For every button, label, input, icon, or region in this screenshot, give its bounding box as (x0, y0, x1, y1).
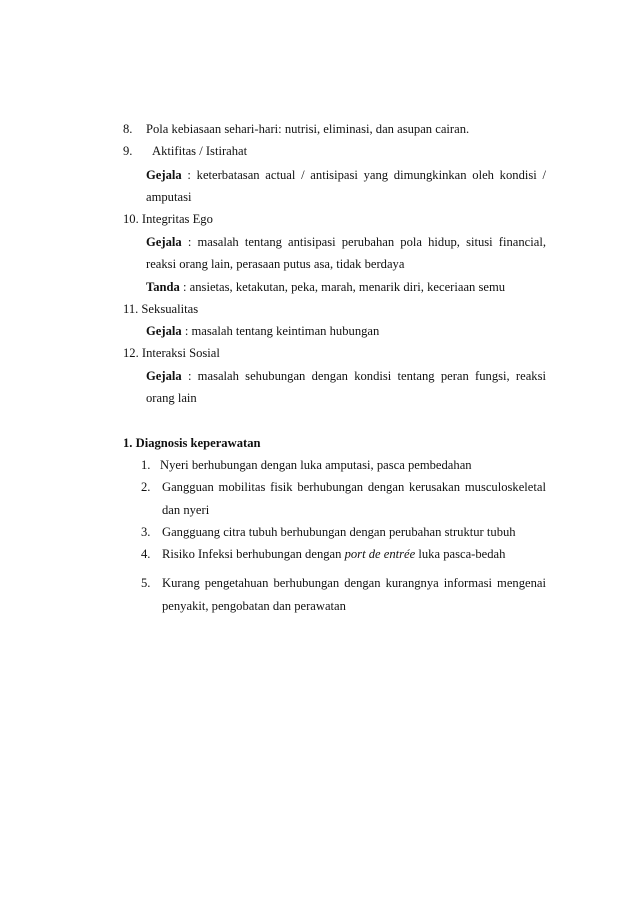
item-9-gejala-line1: Gejala : keterbatasan actual / antisipasi yang dimungkinkan oleh kondisi / (146, 168, 546, 182)
diagnosis-5-line1: Kurang pengetahuan berhubungan dengan kurangnya informasi mengenai (162, 576, 546, 590)
gejala-label: Gejala (146, 369, 182, 383)
diagnosis-1-text: Nyeri berhubungan dengan luka amputasi, pasca pembedahan (160, 458, 472, 472)
item-10-gejala-line2: reaksi orang lain, perasaan putus asa, tidak berdaya (146, 257, 405, 271)
item-12-gejala-line1: Gejala : masalah sehubungan dengan kondisi tentang peran fungsi, reaksi (146, 369, 546, 383)
item-10-title: 10. Integritas Ego (123, 212, 213, 226)
diagnosis-2-line1: Gangguan mobilitas fisik berhubungan dengan kerusakan musculoskeletal (162, 480, 546, 494)
item-11-gejala: Gejala : masalah tentang keintiman hubungan (146, 324, 380, 338)
item-9-number: 9. (123, 144, 133, 158)
diagnosis-2-number: 2. (141, 480, 151, 494)
diagnosis-1-number: 1. (141, 458, 151, 472)
diagnosis-3-text: Gangguang citra tubuh berhubungan dengan perubahan struktur tubuh (162, 525, 516, 539)
item-12-title: 12. Interaksi Sosial (123, 346, 220, 360)
diagnosis-heading: 1. Diagnosis keperawatan (123, 436, 261, 450)
item-10-gejala-line1: Gejala : masalah tentang antisipasi perubahan pola hidup, situsi financial, (146, 235, 546, 249)
item-8-number: 8. (123, 122, 133, 136)
gejala-label: Gejala (146, 235, 182, 249)
gejala-label: Gejala (146, 324, 182, 338)
item-9-title: Aktifitas / Istirahat (152, 144, 248, 158)
italic-term: port de entrée (344, 547, 416, 561)
diagnosis-4-text: Risiko Infeksi berhubungan dengan port de entrée luka pasca-bedah (162, 547, 506, 561)
tanda-label: Tanda (146, 280, 180, 294)
item-10-tanda: Tanda : ansietas, ketakutan, peka, marah, menarik diri, keceriaan semu (146, 280, 506, 294)
diagnosis-5-line2: penyakit, pengobatan dan perawatan (162, 599, 346, 613)
diagnosis-5-number: 5. (141, 576, 151, 590)
diagnosis-3-number: 3. (141, 525, 151, 539)
diagnosis-2-line2: dan nyeri (162, 503, 210, 517)
gejala-label: Gejala (146, 168, 182, 182)
item-9-gejala-line2: amputasi (146, 190, 192, 204)
diagnosis-4-number: 4. (141, 547, 151, 561)
item-12-gejala-line2: orang lain (146, 391, 197, 405)
item-8-text: Pola kebiasaan sehari-hari: nutrisi, eliminasi, dan asupan cairan. (146, 122, 470, 136)
item-11-title: 11. Seksualitas (123, 302, 199, 316)
